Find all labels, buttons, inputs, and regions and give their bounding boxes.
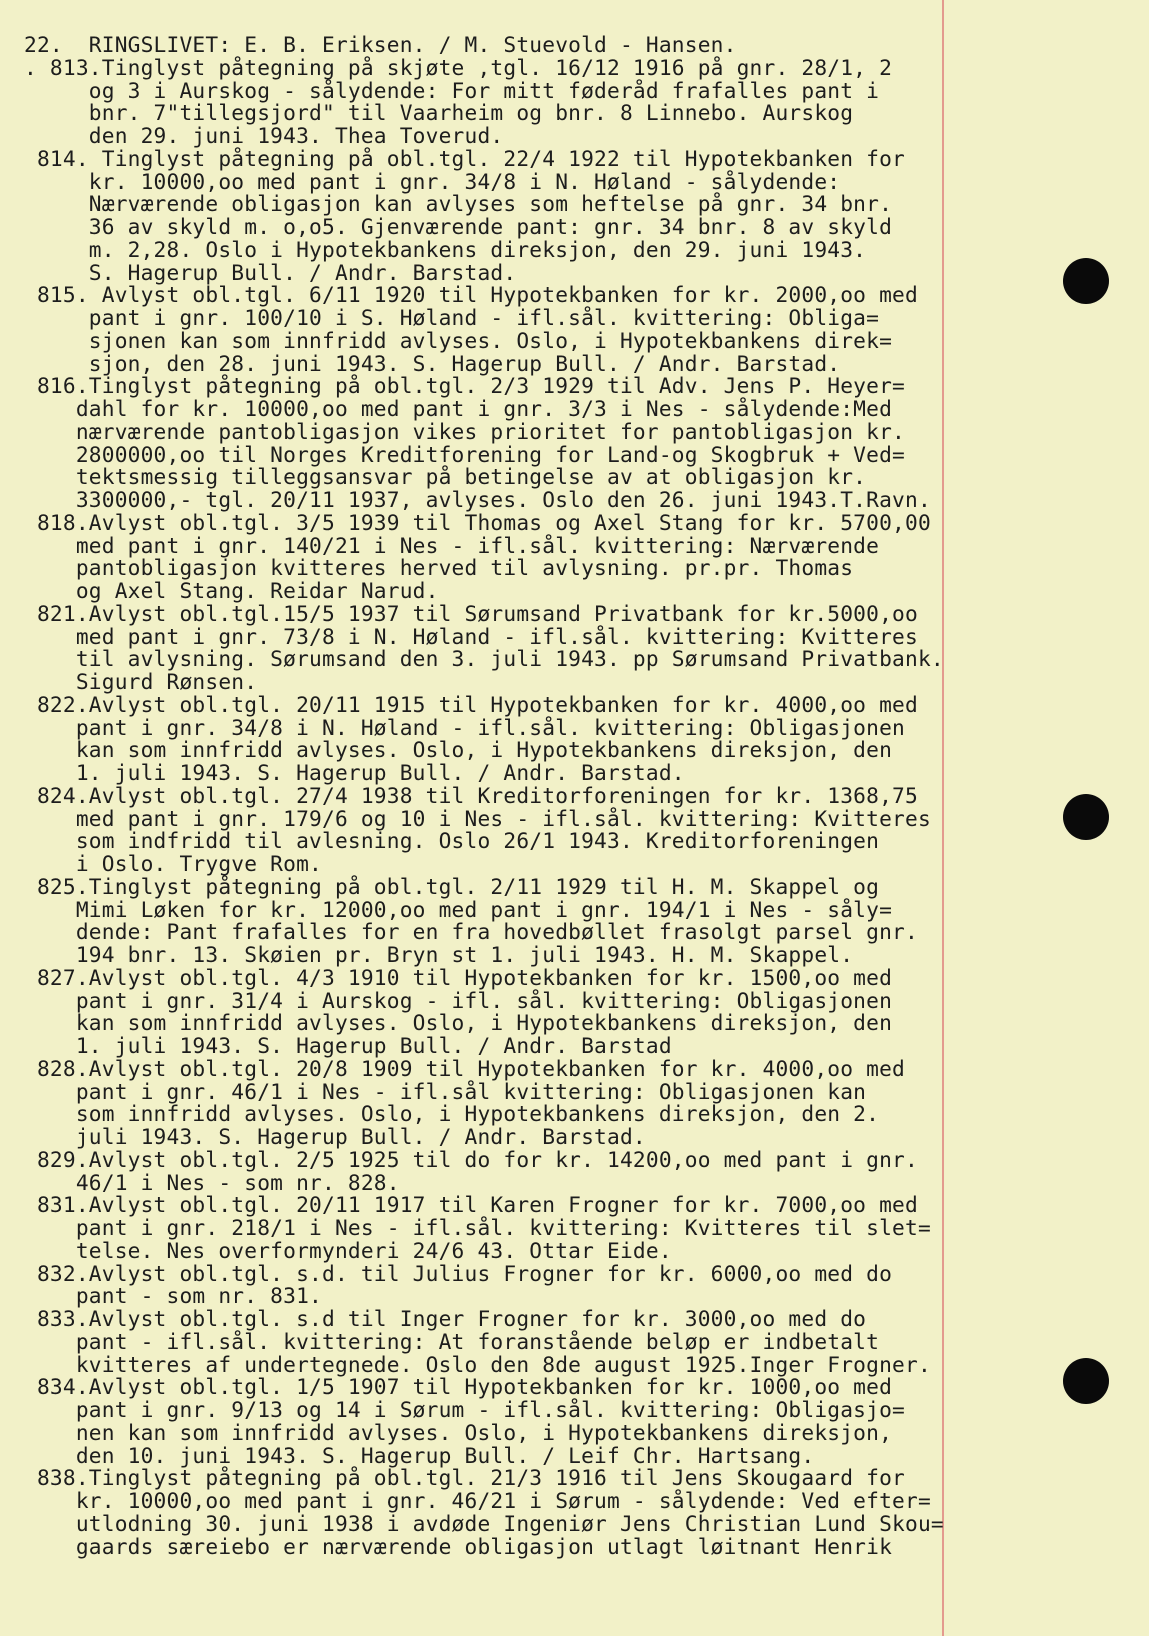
- text-line: juli 1943. S. Hagerup Bull. / Andr. Barstad.: [24, 1124, 646, 1149]
- typed-register-text: [24, 34, 1024, 1558]
- text-line: pant i gnr. 46/1 i Nes - ifl.sål kvittering: Obligasjonen kan: [24, 1078, 867, 1104]
- text-line: dahl for kr. 10000,oo med pant i gnr. 3/3 i Nes - sålydende:Med: [24, 396, 893, 421]
- text-line: 825.Tinglyst påtegning på obl.tgl. 2/11 1929 til H. M. Skappel og: [24, 873, 880, 899]
- text-line: 827.Avlyst obl.tgl. 4/3 1910 til Hypotekbanken for kr. 1500,oo med: [24, 964, 893, 990]
- text-line: og 3 i Aurskog - sålydende: For mitt føderåd frafalles pant i: [24, 77, 880, 103]
- text-line: 821.Avlyst obl.tgl.15/5 1937 til Sørumsand Privatbank for kr.5000,oo: [24, 600, 918, 626]
- text-line: 46/1 i Nes - som nr. 828.: [24, 1169, 400, 1195]
- text-line: sjonen kan som innfridd avlyses. Oslo, i Hypotekbankens direk=: [24, 327, 893, 353]
- text-line: den 10. juni 1943. S. Hagerup Bull. / Leif Chr. Hartsang.: [24, 1442, 815, 1468]
- text-line: 814. Tinglyst påtegning på obl.tgl. 22/4 1922 til Hypotekbanken for: [24, 145, 906, 171]
- text-line: til avlysning. Sørumsand den 3. juli 1943. pp Sørumsand Privatbank.: [24, 646, 944, 672]
- text-line: 22. RINGSLIVET: E. B. Eriksen. / M. Stuevold - Hansen.: [24, 32, 737, 57]
- text-line: 36 av skyld m. o,o5. Gjenværende pant: gnr. 34 bnr. 8 av skyld: [24, 214, 893, 239]
- text-line: telse. Nes overformynderi 24/6 43. Ottar Eide.: [24, 1237, 672, 1263]
- text-line: kr. 10000,oo med pant i gnr. 46/21 i Sørum - sålydende: Ved efter=: [24, 1488, 931, 1513]
- text-line: pant i gnr. 218/1 i Nes - ifl.sål. kvittering: Kvitteres til slet=: [24, 1215, 931, 1240]
- text-line: som indfridd til avlesning. Oslo 26/1 1943. Kreditorforeningen: [24, 828, 880, 854]
- text-line: 822.Avlyst obl.tgl. 20/11 1915 til Hypotekbanken for kr. 4000,oo med: [24, 691, 918, 717]
- punch-hole-middle: [1063, 794, 1109, 840]
- text-line: 833.Avlyst obl.tgl. s.d til Inger Frogner for kr. 3000,oo med do: [24, 1306, 867, 1331]
- text-line: Nærværende obligasjon kan avlyses som heftelse på gnr. 34 bnr.: [24, 191, 893, 217]
- text-line: i Oslo. Trygve Rom.: [24, 851, 322, 876]
- text-line: 831.Avlyst obl.tgl. 20/11 1917 til Karen Frogner for kr. 7000,oo med: [24, 1192, 918, 1218]
- text-line: pant i gnr. 100/10 i S. Høland - ifl.sål. kvittering: Obliga=: [24, 305, 880, 330]
- text-line: 3300000,- tgl. 20/11 1937, avlyses. Oslo den 26. juni 1943.T.Ravn.: [24, 487, 931, 512]
- text-line: Mimi Løken for kr. 12000,oo med pant i gnr. 194/1 i Nes - såly=: [24, 896, 893, 922]
- text-line: 818.Avlyst obl.tgl. 3/5 1939 til Thomas og Axel Stang for kr. 5700,00: [24, 509, 931, 535]
- text-line: 832.Avlyst obl.tgl. s.d. til Julius Frogner for kr. 6000,oo med do: [24, 1260, 893, 1286]
- text-line: 834.Avlyst obl.tgl. 1/5 1907 til Hypotekbanken for kr. 1000,oo med: [24, 1374, 893, 1400]
- text-line: nærværende pantobligasjon vikes prioritet for pantobligasjon kr.: [24, 418, 906, 444]
- text-line: 828.Avlyst obl.tgl. 20/8 1909 til Hypotekbanken for kr. 4000,oo med: [24, 1055, 906, 1081]
- text-line: nen kan som innfridd avlyses. Oslo, i Hypotekbankens direksjon,: [24, 1419, 893, 1445]
- text-line: 829.Avlyst obl.tgl. 2/5 1925 til do for kr. 14200,oo med pant i gnr.: [24, 1146, 918, 1172]
- text-line: kan som innfridd avlyses. Oslo, i Hypotekbankens direksjon, den: [24, 1010, 893, 1036]
- text-line: kvitteres af undertegnede. Oslo den 8de august 1925.Inger Frogner.: [24, 1351, 931, 1377]
- text-line: med pant i gnr. 179/6 og 10 i Nes - ifl.sål. kvittering: Kvitteres: [24, 805, 931, 831]
- punch-hole-top: [1063, 258, 1109, 304]
- text-line: gaards særeiebo er nærværende obligasjon utlagt løitnant Henrik: [24, 1533, 893, 1559]
- text-line: 194 bnr. 13. Skøien pr. Bryn st 1. juli 1943. H. M. Skappel.: [24, 942, 854, 967]
- text-line: 1. juli 1943. S. Hagerup Bull. / Andr. Barstad.: [24, 760, 685, 785]
- text-line: 838.Tinglyst påtegning på obl.tgl. 21/3 1916 til Jens Skougaard for: [24, 1465, 906, 1491]
- text-line: og Axel Stang. Reidar Narud.: [24, 578, 439, 603]
- text-line: pant i gnr. 31/4 i Aurskog - ifl. sål. kvittering: Obligasjonen: [24, 987, 893, 1013]
- text-line: sjon, den 28. juni 1943. S. Hagerup Bull. / Andr. Barstad.: [24, 350, 841, 376]
- text-line: pant i gnr. 34/8 i N. Høland - ifl.sål. kvittering: Obligasjonen: [24, 714, 906, 740]
- text-line: 2800000,oo til Norges Kreditforening for Land-og Skogbruk + Ved=: [24, 441, 906, 467]
- text-line: . 813.Tinglyst påtegning på skjøte ,tgl. 16/12 1916 på gnr. 28/1, 2: [24, 54, 893, 80]
- text-line: med pant i gnr. 140/21 i Nes - ifl.sål. kvittering: Nærværende: [24, 532, 880, 558]
- text-line: som innfridd avlyses. Oslo, i Hypotekbankens direksjon, den 2.: [24, 1101, 880, 1127]
- text-line: kan som innfridd avlyses. Oslo, i Hypotekbankens direksjon, den: [24, 737, 893, 763]
- text-line: med pant i gnr. 73/8 i N. Høland - ifl.sål. kvittering: Kvitteres: [24, 623, 918, 649]
- text-line: pant - som nr. 831.: [24, 1283, 322, 1309]
- text-line: 1. juli 1943. S. Hagerup Bull. / Andr. Barstad: [24, 1033, 672, 1058]
- text-line: den 29. juni 1943. Thea Toverud.: [24, 123, 504, 148]
- text-line: kr. 10000,oo med pant i gnr. 34/8 i N. Høland - sålydende:: [24, 168, 841, 194]
- text-line: utlodning 30. juni 1938 i avdøde Ingeniør Jens Christian Lund Skou=: [24, 1510, 944, 1536]
- text-line: pant i gnr. 9/13 og 14 i Sørum - ifl.sål. kvittering: Obligasjo=: [24, 1397, 906, 1422]
- text-line: dende: Pant frafalles for en fra hovedbøllet frasolgt parsel gnr.: [24, 919, 918, 945]
- text-line: pantobligasjon kvitteres herved til avlysning. pr.pr. Thomas: [24, 555, 854, 581]
- text-line: 824.Avlyst obl.tgl. 27/4 1938 til Kreditorforeningen for kr. 1368,75: [24, 782, 918, 808]
- punch-hole-bottom: [1063, 1358, 1109, 1404]
- text-line: 816.Tinglyst påtegning på obl.tgl. 2/3 1929 til Adv. Jens P. Heyer=: [24, 373, 906, 399]
- text-line: tektsmessig tilleggsansvar på betingelse av at obligasjon kr.: [24, 464, 867, 490]
- text-line: bnr. 7"tillegsjord" til Vaarheim og bnr. 8 Linnebo. Aurskog: [24, 100, 854, 126]
- text-line: 815. Avlyst obl.tgl. 6/11 1920 til Hypotekbanken for kr. 2000,oo med: [24, 282, 918, 308]
- text-line: pant - ifl.sål. kvittering: At foranstående beløp er indbetalt: [24, 1328, 880, 1354]
- text-line: m. 2,28. Oslo i Hypotekbankens direksjon, den 29. juni 1943.: [24, 236, 867, 262]
- text-line: Sigurd Rønsen.: [24, 669, 258, 694]
- text-line: S. Hagerup Bull. / Andr. Barstad.: [24, 259, 517, 285]
